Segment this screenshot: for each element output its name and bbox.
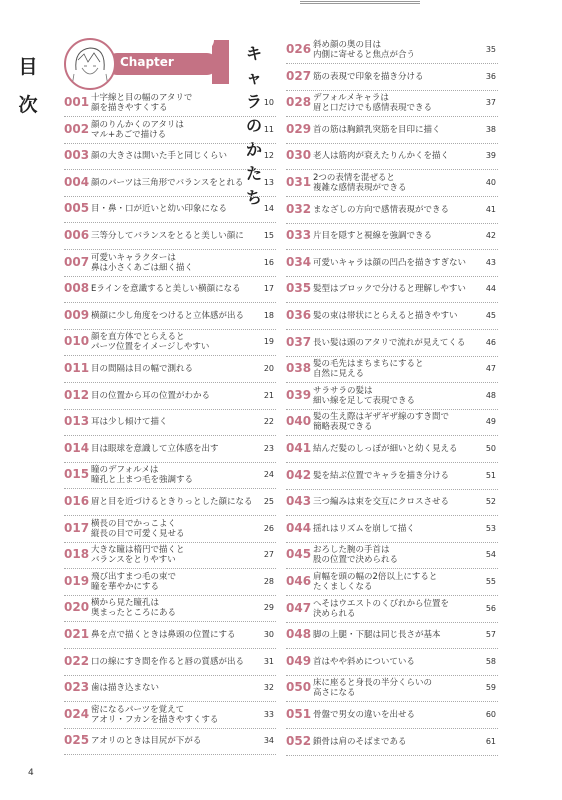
- toc-entry[interactable]: [64, 196, 276, 223]
- entry-text-line: 縦長の目で可愛く見せる: [91, 528, 185, 539]
- toc-entry[interactable]: [64, 675, 276, 702]
- entry-number: 034: [286, 254, 312, 269]
- entry-number: 006: [64, 228, 90, 242]
- entry-text-line: デフォルメキャラは: [313, 93, 389, 104]
- entry-number: 049: [286, 653, 312, 668]
- toc-entry[interactable]: [286, 409, 498, 436]
- entry-text-line: 決められる: [313, 608, 356, 619]
- page-number: 4: [28, 768, 34, 778]
- toc-entry[interactable]: [286, 197, 498, 224]
- entry-page: 11: [263, 124, 274, 134]
- entry-text: [313, 303, 477, 329]
- entry-text: [91, 569, 255, 595]
- entry-text-line: 高さになる: [313, 688, 356, 699]
- entry-text-line: 細い線を足して表現できる: [313, 395, 416, 406]
- entry-page: 42: [485, 231, 496, 241]
- entry-text-line: 脚の上腿・下腿は同じ長さが基本: [313, 630, 441, 641]
- entry-text-line: 耳は少し傾けて描く: [91, 417, 168, 428]
- entry-text-line: 鎖骨は肩のそばまである: [313, 736, 407, 747]
- entry-number: 027: [286, 68, 312, 83]
- entry-number: 038: [286, 361, 312, 376]
- entry-page: 29: [263, 603, 274, 613]
- entry-text-line: Eラインを意識すると美しい横顔になる: [91, 284, 241, 295]
- entry-text-line: 老人は筋肉が衰えたりんかくを描く: [313, 151, 450, 162]
- entry-text-line: 髪を結ぶ位置でキャラを描き分ける: [313, 470, 450, 481]
- toc-entry[interactable]: [286, 702, 498, 729]
- entry-text: [313, 702, 477, 728]
- entry-text-line: たくましくなる: [313, 582, 373, 592]
- entry-text-line: 大きな瞳は楕円で描くと: [91, 545, 185, 556]
- entry-text-line: 横から見た瞳孔は: [91, 598, 160, 609]
- entry-text: [91, 356, 255, 382]
- chapter-title-line2: かたち: [246, 140, 263, 207]
- entry-number: 032: [286, 201, 312, 216]
- entry-text: [313, 516, 477, 542]
- entry-text: [91, 276, 255, 302]
- toc-entry[interactable]: [286, 569, 498, 596]
- toc-entry[interactable]: [286, 436, 498, 463]
- toc-entry[interactable]: [64, 569, 276, 596]
- entry-number: 003: [64, 148, 90, 163]
- entry-number: 045: [286, 547, 312, 562]
- entry-text: [91, 329, 255, 355]
- entry-number: 033: [286, 228, 312, 243]
- entry-text-line: 横長の目でかっこよく: [91, 518, 177, 529]
- entry-page: 40: [485, 178, 496, 187]
- entry-text-line: へそはウエストのくびれから位置を: [313, 598, 450, 609]
- entry-page: 18: [263, 310, 274, 320]
- entry-number: 037: [286, 334, 312, 349]
- entry-text: [91, 675, 255, 701]
- entry-number: 039: [286, 387, 312, 402]
- toc-entry[interactable]: [64, 516, 276, 543]
- entry-text-line: 顔のりんかくのアタリは: [91, 119, 184, 130]
- entry-number: 015: [64, 467, 90, 482]
- entry-page: 24: [263, 470, 274, 480]
- entry-text: [313, 489, 477, 515]
- entry-number: 001: [64, 95, 90, 109]
- entry-number: 042: [286, 467, 312, 482]
- toc-entry[interactable]: [64, 117, 276, 144]
- entry-text: [91, 622, 255, 648]
- entry-number: 014: [64, 440, 90, 455]
- entry-page: 51: [485, 470, 496, 480]
- toc-entry[interactable]: [286, 463, 498, 490]
- entry-page: 54: [485, 550, 496, 560]
- entry-text: [91, 462, 255, 488]
- entry-text-line: 斜め顔の奥の目は: [313, 40, 382, 50]
- entry-text-line: 口の線にすき間を作ると唇の質感が出る: [91, 656, 245, 667]
- entry-page: 47: [485, 364, 496, 374]
- entry-page: 61: [485, 736, 496, 746]
- entry-text: [313, 250, 477, 276]
- toc-entry[interactable]: [286, 596, 498, 623]
- entry-page: 60: [485, 710, 496, 719]
- entry-text-line: 奥まったところにある: [91, 608, 177, 619]
- entry-number: 024: [64, 706, 90, 721]
- toc-entry[interactable]: [286, 276, 498, 303]
- entry-text: [313, 143, 477, 169]
- chapter-title-line1: キャラの: [246, 44, 263, 135]
- entry-text-line: 筋の表現で印象を描き分ける: [313, 71, 424, 82]
- entry-text: [91, 117, 255, 143]
- toc-entry[interactable]: [64, 276, 276, 303]
- entry-text-line: 可愛いキャラは顔の凹凸を描きすぎない: [313, 257, 467, 268]
- toc-entry[interactable]: [286, 170, 498, 197]
- entry-page: 28: [263, 576, 274, 586]
- character-sketch-icon: [66, 40, 114, 88]
- entry-text: [91, 516, 255, 542]
- entry-text: [313, 276, 477, 302]
- entry-text-line: 顔を描きやすくする: [91, 103, 168, 113]
- entry-page: 19: [263, 337, 274, 347]
- entry-number: 009: [64, 307, 90, 322]
- entry-text-line: 首はやや斜めについている: [313, 656, 415, 667]
- entry-text: [313, 622, 477, 648]
- entry-text: [91, 303, 255, 329]
- toc-entry[interactable]: [286, 90, 498, 117]
- entry-page: 44: [485, 284, 496, 294]
- entry-text: [313, 596, 477, 622]
- entry-number: 028: [286, 95, 312, 110]
- entry-page: 38: [485, 124, 496, 134]
- entry-text-line: 密になるパーツを覚えて: [91, 704, 185, 715]
- toc-entry[interactable]: [286, 516, 498, 543]
- entry-text-line: アオリ・フカンを描きやすくする: [91, 714, 219, 725]
- toc-entry[interactable]: [286, 250, 498, 277]
- toc-entry[interactable]: [64, 90, 276, 117]
- entry-page: 43: [485, 257, 496, 267]
- entry-page: 41: [485, 204, 496, 214]
- entry-number: 023: [64, 680, 90, 695]
- entry-text-line: 瞳を華やかにする: [91, 581, 160, 592]
- entry-text-line: パーツ位置をイメージしやすい: [91, 342, 210, 353]
- entry-text: [91, 595, 255, 621]
- entry-text-line: 目・鼻・口が近いと幼い印象になる: [91, 204, 228, 215]
- toc-entry[interactable]: [64, 462, 276, 489]
- entry-text: [91, 383, 255, 409]
- entry-text: [313, 64, 477, 90]
- entry-page: 22: [263, 417, 274, 427]
- entry-number: 051: [286, 707, 312, 721]
- entry-text: [91, 436, 255, 462]
- entry-text: [313, 117, 477, 143]
- entry-text-line: 長い髪は頭のアタリで流れが見えてくる: [313, 337, 466, 348]
- toc-entry[interactable]: [286, 675, 498, 702]
- entry-text-line: マル+あごで描ける: [91, 129, 167, 140]
- character-avatar: [64, 38, 116, 90]
- entry-text-line: 鼻を点で描くときは鼻頭の位置にする: [91, 630, 236, 640]
- entry-page: 52: [485, 497, 496, 507]
- entry-number: 004: [64, 174, 90, 189]
- entry-text: [313, 197, 477, 223]
- entry-page: 33: [263, 709, 274, 719]
- entry-text: [91, 542, 255, 568]
- entry-page: 12: [263, 151, 274, 161]
- toc-entry[interactable]: [286, 223, 498, 250]
- entry-text: [91, 702, 255, 728]
- toc-entry[interactable]: [286, 622, 498, 649]
- toc-entry[interactable]: [64, 436, 276, 463]
- entry-number: 016: [64, 494, 90, 508]
- entry-text-line: 結んだ髪のしっぽが細いと幼く見える: [313, 444, 458, 454]
- entry-number: 048: [286, 627, 312, 642]
- entry-page: 58: [485, 656, 496, 666]
- entry-number: 047: [286, 600, 312, 615]
- toc-entry[interactable]: [286, 117, 498, 144]
- entry-text: [313, 542, 477, 568]
- entry-number: 022: [64, 653, 90, 668]
- entry-page: 36: [485, 71, 496, 81]
- entry-number: 040: [286, 414, 312, 429]
- entry-number: 029: [286, 121, 312, 136]
- toc-entry[interactable]: [286, 542, 498, 569]
- entry-page: 20: [263, 364, 274, 373]
- entry-text-line: 三等分してバランスをとると美しい顔に: [91, 231, 244, 241]
- entry-page: 16: [263, 257, 274, 267]
- entry-number: 041: [286, 441, 312, 455]
- entry-text-line: 肩幅を頭の幅の2倍以上にすると: [313, 572, 438, 582]
- entry-text-line: サラサラの髪は: [313, 385, 373, 396]
- toc-entry[interactable]: [64, 170, 276, 197]
- entry-text-line: 顔の大きさは開いた手と同じくらい: [91, 151, 228, 162]
- entry-page: 10: [263, 98, 274, 107]
- entry-page: 39: [485, 151, 496, 161]
- entry-text-line: 髪の生え際はギザギザ線のすき間で: [313, 412, 450, 423]
- toc-entry[interactable]: [64, 728, 276, 755]
- entry-number: 012: [64, 387, 90, 402]
- entry-number: 007: [64, 254, 90, 269]
- mokuji-char-1: 目: [18, 56, 38, 78]
- entry-text: [91, 170, 255, 196]
- entry-text-line: 顔のパーツは三角形でバランスをとれる: [91, 177, 244, 188]
- entry-text-line: 片目を隠すと視線を強調できる: [313, 231, 433, 242]
- entry-number: 013: [64, 414, 90, 429]
- entry-text: [91, 143, 255, 169]
- entry-text-line: 三つ編みは束を交互にクロスさせる: [313, 497, 450, 508]
- entry-text-line: 目の間隔は目の幅で測れる: [91, 364, 194, 374]
- entry-page: 49: [485, 417, 496, 427]
- cropped-heading-fragment: [300, 0, 420, 4]
- toc-entry[interactable]: [64, 702, 276, 729]
- toc-entry[interactable]: [64, 622, 276, 649]
- entry-number: 021: [64, 627, 90, 641]
- toc-entry[interactable]: [286, 143, 498, 170]
- toc-entry[interactable]: [286, 37, 498, 64]
- entry-page: 45: [485, 311, 496, 320]
- entry-text: [91, 250, 255, 276]
- entry-text-line: 顔を直方体でとらえると: [91, 332, 185, 343]
- entry-text: [313, 436, 477, 462]
- toc-entry[interactable]: [286, 330, 498, 357]
- entry-number: 052: [286, 733, 312, 748]
- entry-page: 32: [263, 683, 274, 693]
- entry-text: [313, 569, 477, 595]
- entry-text-line: 十字線と目の幅のアタリで: [91, 93, 193, 103]
- toc-entry[interactable]: [64, 356, 276, 383]
- entry-number: 026: [286, 42, 312, 56]
- entry-page: 21: [263, 390, 274, 400]
- entry-number: 011: [64, 361, 90, 375]
- entry-number: 035: [286, 281, 312, 296]
- entry-text: [313, 463, 477, 489]
- entry-text: [313, 675, 477, 701]
- entry-text: [91, 728, 255, 754]
- entry-number: 020: [64, 600, 90, 615]
- entry-page: 31: [263, 656, 274, 666]
- entry-number: 005: [64, 201, 90, 216]
- entry-text-line: 瞳孔と上まつ毛を強調する: [91, 475, 194, 486]
- entry-page: 37: [485, 98, 496, 108]
- entry-text-line: おろした腕の手首は: [313, 545, 390, 556]
- entry-text-line: 簡略表現できる: [313, 422, 373, 433]
- entry-text: [313, 649, 477, 675]
- entry-text: [313, 383, 477, 409]
- entry-page: 13: [263, 177, 274, 187]
- entry-page: 35: [485, 45, 496, 54]
- entry-text-line: 横顔に少し角度をつけると立体感が出る: [91, 310, 245, 321]
- entry-text-line: バランスをとりやすい: [91, 555, 176, 566]
- entry-text-line: 眉と口だけでも感情表現できる: [313, 103, 433, 114]
- entry-page: 34: [263, 736, 274, 746]
- chapter-number-mark: [212, 40, 229, 84]
- toc-entry[interactable]: [286, 356, 498, 383]
- entry-text: [313, 90, 477, 116]
- entry-number: 018: [64, 547, 90, 562]
- entry-text-line: 2つの表情を混ぜると: [313, 173, 395, 183]
- entry-text-line: 首の筋は胸鎖乳突筋を目印に描く: [313, 124, 441, 135]
- entry-page: 15: [263, 231, 274, 240]
- chapter-label: Chapter: [120, 55, 174, 69]
- entry-page: 26: [263, 523, 274, 533]
- entry-text-line: 揺れはリズムを崩して描く: [313, 523, 415, 534]
- toc-entry[interactable]: [286, 64, 498, 91]
- toc-entry[interactable]: [64, 595, 276, 622]
- toc-entry[interactable]: [286, 489, 498, 516]
- entry-number: 010: [64, 334, 90, 349]
- entry-text: [91, 196, 255, 222]
- entry-text-line: 目の位置から耳の位置がわかる: [91, 390, 211, 401]
- entry-page: 14: [263, 204, 274, 214]
- entry-text-line: 複雑な感情表現ができる: [313, 183, 407, 193]
- entry-number: 050: [286, 680, 312, 695]
- entry-number: 002: [64, 121, 90, 136]
- entry-page: 53: [485, 523, 496, 533]
- entry-page: 59: [485, 683, 496, 693]
- entry-text-line: 骨盤で男女の違いを出せる: [313, 710, 416, 720]
- entry-page: 50: [485, 444, 496, 453]
- entry-text: [91, 409, 255, 435]
- toc-entry[interactable]: [64, 542, 276, 569]
- entry-text: [313, 409, 477, 435]
- entry-text-line: 目は眼球を意識して立体感を出す: [91, 443, 219, 454]
- entry-number: 008: [64, 281, 90, 296]
- entry-text-line: 髪型はブロックで分けると理解しやすい: [313, 284, 466, 295]
- entry-page: 57: [485, 630, 496, 640]
- entry-number: 043: [286, 494, 312, 509]
- entry-text: [313, 170, 477, 196]
- toc-entry[interactable]: [64, 649, 276, 676]
- toc-entry[interactable]: [64, 223, 276, 250]
- entry-page: 30: [263, 630, 274, 639]
- entry-text-line: まなざしの方向で感情表現ができる: [313, 204, 450, 215]
- entry-text-line: 瞳のデフォルメは: [91, 465, 159, 476]
- toc-entry[interactable]: [64, 409, 276, 436]
- toc-entry[interactable]: [286, 649, 498, 676]
- entry-text: [313, 356, 477, 382]
- entry-text-line: 飛び出すまつ毛の束で: [91, 571, 177, 582]
- toc-entry[interactable]: [64, 489, 276, 516]
- toc-entry[interactable]: [286, 729, 498, 756]
- toc-entry[interactable]: [286, 303, 498, 330]
- entry-text: [91, 649, 255, 675]
- entry-text-line: 眉と目を近づけるときりっとした顔になる: [91, 497, 253, 507]
- entry-text-line: 髪の毛先はまちまちにすると: [313, 359, 424, 370]
- toc-entry[interactable]: [64, 143, 276, 170]
- entry-number: 046: [286, 574, 312, 588]
- entry-page: 27: [263, 550, 274, 560]
- entry-page: 56: [485, 603, 496, 613]
- entry-page: 17: [263, 284, 274, 294]
- entry-text: [313, 729, 477, 755]
- entry-number: 031: [286, 175, 312, 189]
- entry-page: 25: [263, 497, 274, 506]
- toc-entry[interactable]: [64, 250, 276, 277]
- entry-text-line: 自然に見える: [313, 369, 365, 380]
- entry-page: 48: [485, 390, 496, 400]
- entry-text-line: 髪の束は帯状にとらえると描きやすい: [313, 311, 458, 321]
- entry-text-line: 股の位置で決められる: [313, 555, 399, 566]
- toc-entry[interactable]: [64, 329, 276, 356]
- toc-entry[interactable]: [286, 383, 498, 410]
- entry-text: [91, 489, 255, 515]
- entry-text: [91, 90, 255, 116]
- toc-entry[interactable]: [64, 303, 276, 330]
- entry-number: 036: [286, 308, 312, 322]
- entry-text-line: 鼻は小さくあごは細く描く: [91, 262, 194, 273]
- entry-number: 025: [64, 733, 90, 748]
- entry-page: 46: [485, 337, 496, 347]
- entry-text: [313, 330, 477, 356]
- entry-page: 55: [485, 577, 496, 586]
- entry-number: 030: [286, 148, 312, 163]
- entry-text: [91, 223, 255, 249]
- entry-text-line: 可愛いキャラクターは: [91, 252, 176, 263]
- entry-text-line: 床に座ると身長の半分くらいの: [313, 678, 433, 689]
- entry-text: [313, 223, 477, 249]
- entry-number: 017: [64, 520, 90, 535]
- entry-text-line: 歯は描き込まない: [91, 683, 160, 694]
- entry-number: 044: [286, 520, 312, 535]
- entry-page: 23: [263, 443, 274, 453]
- toc-entry[interactable]: [64, 383, 276, 410]
- mokuji-char-2: 次: [18, 94, 38, 116]
- entry-number: 019: [64, 573, 90, 588]
- entry-text-line: アオリのときは目尻が下がる: [91, 736, 202, 747]
- entry-text-line: 内側に寄せると焦点が合う: [313, 50, 416, 60]
- entry-text: [313, 37, 477, 63]
